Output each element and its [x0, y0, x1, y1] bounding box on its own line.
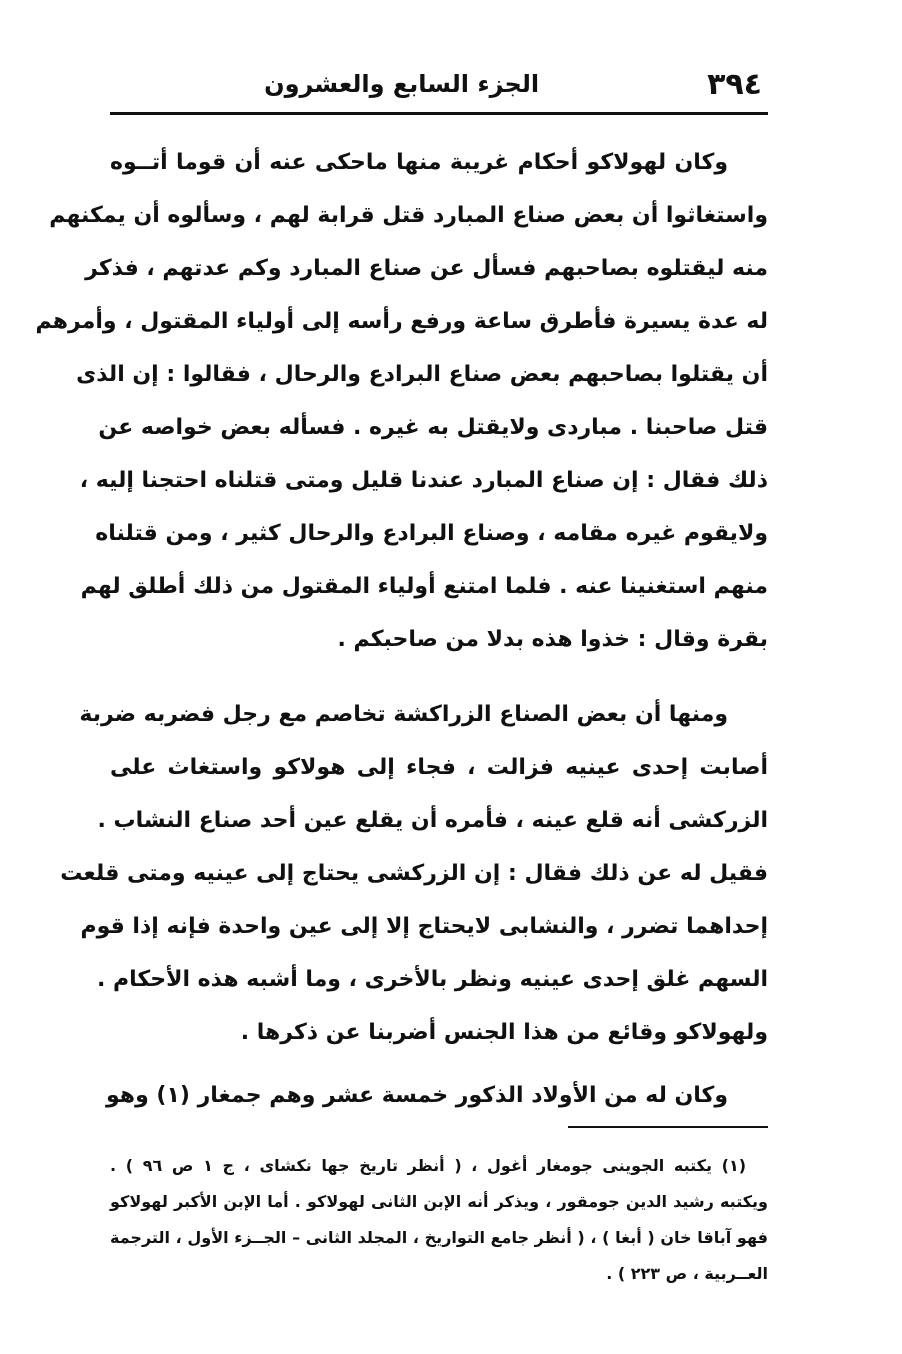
footnote-line: فهو آباقا خان ( أبغا ) ، ( أنظر جامع التواريخ ، المجلد الثانى – الجــزء الأول ، الترجمة: [110, 1228, 768, 1247]
footnote-rule: [568, 1126, 768, 1128]
footnote-line: العــربية ، ص ٢٢٣ ) .: [606, 1264, 768, 1283]
text-line: إحداهما تضرر ، والنشابى لايحتاج إلا إلى عين واحدة فإنه إذا قوم: [80, 914, 768, 939]
text-line: ومنها أن بعض الصناع الزراكشة تخاصم مع رجل فضربه ضربة: [79, 702, 728, 727]
paragraph-1: [35, 136, 768, 666]
text-line: ذلك فقال : إن صناع المبارد عندنا قليل ومتى قتلناه احتجنا إليه ،: [79, 468, 768, 493]
paragraph-3: [106, 1069, 768, 1122]
paragraph-gap: [110, 666, 768, 688]
text-line: له عدة يسيرة فأطرق ساعة ورفع رأسه إلى أولياء المقتول ، وأمرهم: [35, 309, 768, 334]
text-line: أن يقتلوا بصاحبهم بعض صناع البرادع والرحال ، فقالوا : إن الذى: [76, 362, 768, 387]
text-line: ولهولاكو وقائع من هذا الجنس أضربنا عن ذكرها .: [240, 1020, 768, 1045]
text-line: السهم غلق إحدى عينيه ونظر بالأخرى ، وما أشبه هذه الأحكام .: [97, 967, 768, 992]
text-line: الزركشى أنه قلع عينه ، فأمره أن يقلع عين أحد صناع النشاب .: [97, 808, 768, 833]
text-line: واستغاثوا أن بعض صناع المبارد قتل قرابة لهم ، وسألوه أن يمكنهم: [49, 203, 768, 228]
main-text: [35, 136, 768, 1122]
text-line: قتل صاحبنا . مباردى ولايقتل به غيره . فسأله بعض خواصه عن: [98, 415, 768, 440]
text-line: أصابت إحدى عينيه فزالت ، فجاء إلى هولاكو واستغاث على: [110, 755, 768, 780]
footnote-line: ويكتبه رشيد الدين جومقور ، ويذكر أنه الإبن الثانى لهولاكو . أما الإبن الأكبر لهولاكو: [110, 1192, 768, 1211]
text-line: فقيل له عن ذلك فقال : إن الزركشى يحتاج إلى عينيه ومتى قلعت: [60, 861, 768, 886]
header-rule: [110, 112, 768, 115]
paragraph-2: [60, 688, 768, 1059]
text-line: وكان لهولاكو أحكام غريبة منها ماحكى عنه أن قوما أتــوه: [110, 150, 728, 175]
page-header: [110, 62, 768, 106]
text-line: بقرة وقال : خذوا هذه بدلا من صاحبكم .: [337, 627, 768, 652]
text-line: منه ليقتلوه بصاحبهم فسأل عن صناع المبارد وكم عدتهم ، فذكر: [85, 256, 768, 281]
paragraph-gap: [110, 1059, 768, 1069]
page-number: ٣٩٤: [707, 66, 762, 102]
text-line: ولايقوم غيره مقامه ، وصناع البرادع والرحال كثير ، ومن قتلناه: [95, 521, 768, 546]
footnotes: [110, 1148, 768, 1292]
text-line: منهم استغنينا عنه . فلما امتنع أولياء المقتول من ذلك أطلق لهم: [80, 574, 768, 599]
running-head: الجزء السابع والعشرون: [264, 70, 540, 98]
footnote-line: (١) يكتبه الجوينى جومغار أغول ، ( أنظر تاريخ جها نكشاى ، ج ١ ص ٩٦ ) .: [110, 1156, 747, 1175]
text-line: وكان له من الأولاد الذكور خمسة عشر وهم جمغار (١) وهو: [106, 1083, 728, 1108]
